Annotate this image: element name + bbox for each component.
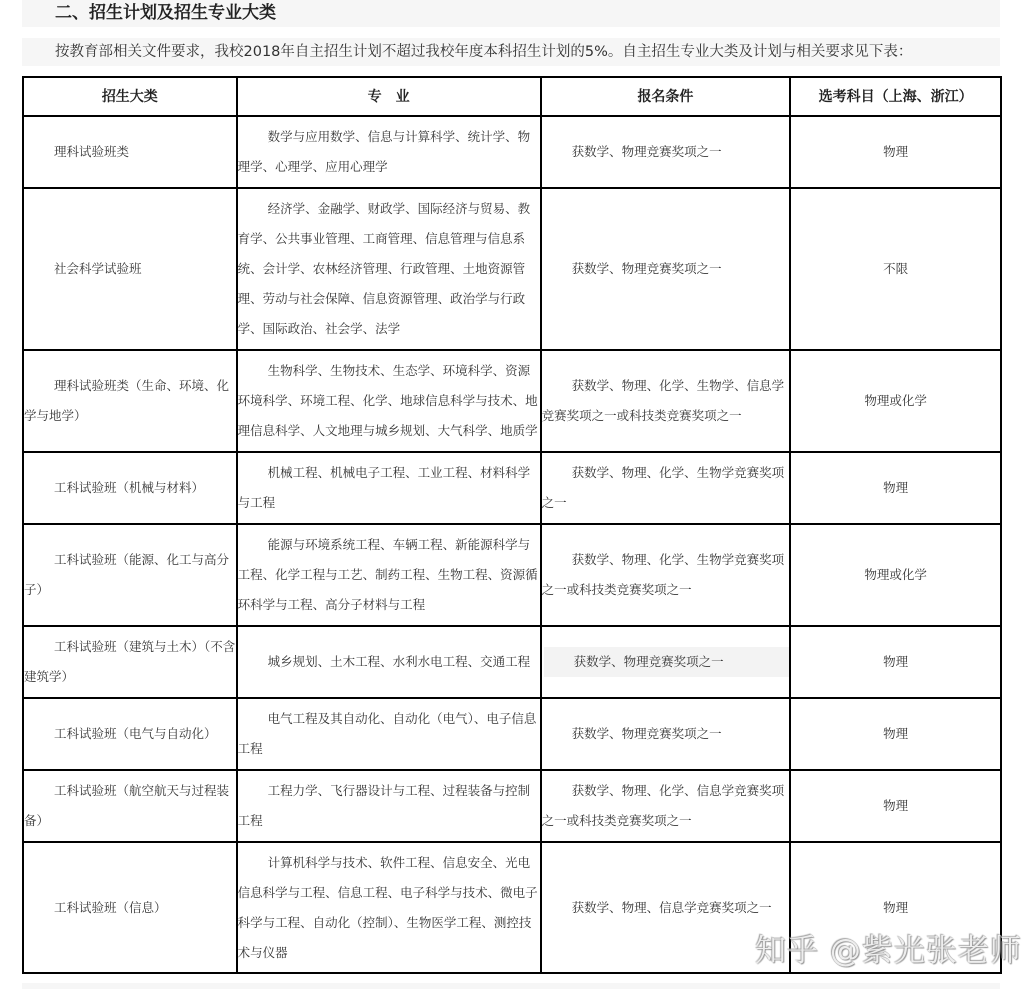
enrollment-plan-table <box>22 76 1002 974</box>
cell-subjects: 物理或化学 <box>790 524 1001 626</box>
cell-category: 理科试验班类 <box>23 116 237 188</box>
cell-requirements: 获数学、物理竞赛奖项之一 <box>541 698 791 770</box>
cell-subjects: 物理或化学 <box>790 350 1001 452</box>
cell-requirements: 获数学、物理、化学、生物学、信息学竞赛奖项之一或科技类竞赛奖项之一 <box>541 350 791 452</box>
cell-requirements: 获数学、物理、化学、信息学竞赛奖项之一或科技类竞赛奖项之一 <box>541 770 791 842</box>
cell-category: 工科试验班（电气与自动化） <box>23 698 237 770</box>
cell-majors: 电气工程及其自动化、自动化（电气）、电子信息工程 <box>237 698 541 770</box>
table-row <box>23 698 1001 770</box>
section-heading: 二、招生计划及招生专业大类 <box>22 0 1000 27</box>
cell-requirements: 获数学、物理、信息学竞赛奖项之一 <box>541 842 791 973</box>
cell-category: 工科试验班（航空航天与过程装备） <box>23 770 237 842</box>
cell-category: 社会科学试验班 <box>23 188 237 350</box>
cell-majors: 数学与应用数学、信息与计算科学、统计学、物理学、心理学、应用心理学 <box>237 116 541 188</box>
cell-category: 理科试验班类（生命、环境、化学与地学） <box>23 350 237 452</box>
cell-majors: 计算机科学与技术、软件工程、信息安全、光电信息科学与工程、信息工程、电子科学与技术、微电子科学与工程、自动化（控制）、生物医学工程、测控技术与仪器 <box>237 842 541 973</box>
cell-requirements: 获数学、物理竞赛奖项之一 <box>541 188 791 350</box>
cell-majors: 机械工程、机械电子工程、工业工程、材料科学与工程 <box>237 452 541 524</box>
header-category: 招生大类 <box>23 77 237 116</box>
header-requirements: 报名条件 <box>541 77 791 116</box>
table-row <box>23 188 1001 350</box>
cell-category: 工科试验班（机械与材料） <box>23 452 237 524</box>
cell-subjects: 物理 <box>790 698 1001 770</box>
header-subjects: 选考科目（上海、浙江） <box>790 77 1001 116</box>
bottom-bar <box>22 983 1000 989</box>
cell-requirements: 获数学、物理竞赛奖项之一 <box>541 116 791 188</box>
table-row <box>23 524 1001 626</box>
cell-majors: 城乡规划、土木工程、水利水电工程、交通工程 <box>237 626 541 698</box>
table-row <box>23 770 1001 842</box>
cell-majors: 能源与环境系统工程、车辆工程、新能源科学与工程、化学工程与工艺、制药工程、生物工程、资源循环科学与工程、高分子材料与工程 <box>237 524 541 626</box>
cell-majors: 经济学、金融学、财政学、国际经济与贸易、教育学、公共事业管理、工商管理、信息管理与信息系统、会计学、农林经济管理、行政管理、土地资源管理、劳动与社会保障、信息资源管理、政治学与行政学、国际政治、社会学、法学 <box>237 188 541 350</box>
cell-majors: 生物科学、生物技术、生态学、环境科学、资源环境科学、环境工程、化学、地球信息科学与技术、地理信息科学、人文地理与城乡规划、大气科学、地质学 <box>237 350 541 452</box>
cell-subjects: 不限 <box>790 188 1001 350</box>
highlighted-requirement: 获数学、物理竞赛奖项之一 <box>544 647 790 677</box>
cell-requirements <box>541 626 791 698</box>
cell-subjects: 物理 <box>790 626 1001 698</box>
cell-majors: 工程力学、飞行器设计与工程、过程装备与控制工程 <box>237 770 541 842</box>
cell-requirements: 获数学、物理、化学、生物学竞赛奖项之一或科技类竞赛奖项之一 <box>541 524 791 626</box>
cell-subjects: 物理 <box>790 452 1001 524</box>
cell-subjects: 物理 <box>790 770 1001 842</box>
header-majors: 专 业 <box>237 77 541 116</box>
cell-subjects: 物理 <box>790 842 1001 973</box>
intro-paragraph: 按教育部相关文件要求，我校2018年自主招生计划不超过我校年度本科招生计划的5%。自主招生专业大类及计划与相关要求见下表： <box>22 38 1000 66</box>
table-row <box>23 116 1001 188</box>
cell-subjects: 物理 <box>790 116 1001 188</box>
table-header-row <box>23 77 1001 116</box>
cell-category: 工科试验班（建筑与土木）（不含建筑学） <box>23 626 237 698</box>
zhihu-watermark: 知乎 @紫光张老师 <box>755 933 1022 969</box>
table-row <box>23 452 1001 524</box>
cell-requirements: 获数学、物理、化学、生物学竞赛奖项之一 <box>541 452 791 524</box>
table-row <box>23 626 1001 698</box>
table-row <box>23 350 1001 452</box>
cell-category: 工科试验班（信息） <box>23 842 237 973</box>
cell-category: 工科试验班（能源、化工与高分子） <box>23 524 237 626</box>
